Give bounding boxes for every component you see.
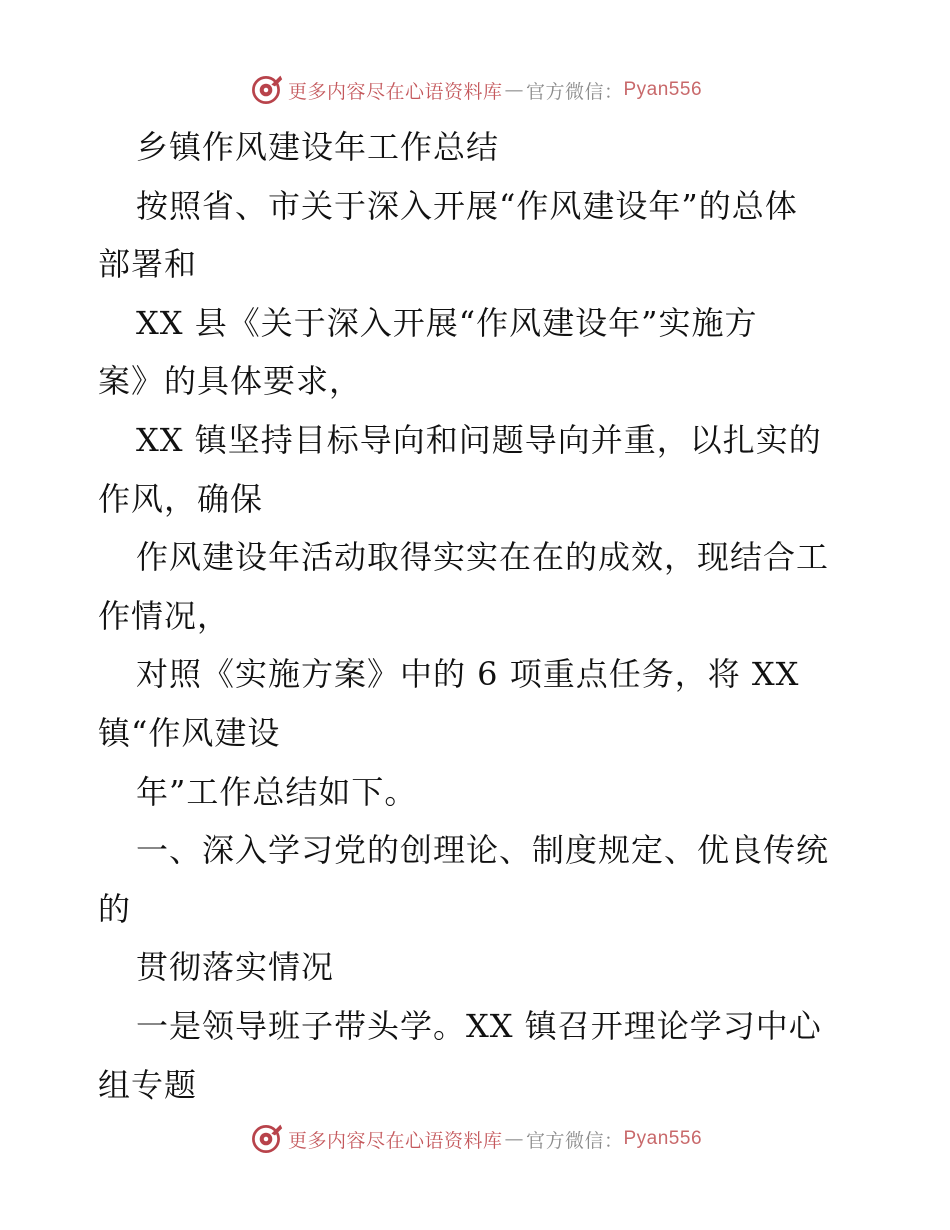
header-banner <box>0 68 950 112</box>
text-line: XX 镇坚持目标导向和问题导向并重，以扎实的 <box>136 420 822 459</box>
banner-label: 更多内容尽在心语资料库 <box>287 80 503 103</box>
document-title: 乡镇作风建设年工作总结 <box>136 128 500 166</box>
footer-banner <box>0 1117 950 1161</box>
text-line: 作情况， <box>98 596 231 635</box>
section-heading: 贯彻落实情况 <box>136 948 335 987</box>
banner-wechat-label: 官方微信： <box>525 80 624 103</box>
text-line: 对照《实施方案》中的 6 项重点任务，将 XX <box>136 655 800 694</box>
text-line: 年”工作总结如下。 <box>136 772 418 811</box>
text-line: 一是领导班子带头学。XX 镇召开理论学习中心 <box>136 1006 822 1045</box>
text-line: 按照省、市关于深入开展“作风建设年”的总体 <box>136 186 798 225</box>
text-line: 作风，确保 <box>98 479 264 518</box>
text-line: 部署和 <box>98 245 198 284</box>
banner-wechat-id: Pyan556 <box>623 1128 703 1149</box>
text-line: 案》的具体要求， <box>98 362 363 401</box>
text-line: 组专题 <box>98 1065 198 1104</box>
banner-label: 更多内容尽在心语资料库 <box>287 1129 503 1152</box>
banner-wechat-id: Pyan556 <box>623 79 703 100</box>
banner-dash: — <box>504 1128 524 1150</box>
logo-icon <box>248 1121 284 1157</box>
section-heading: 的 <box>98 889 132 928</box>
document-body <box>98 118 868 1114</box>
text-line: 作风建设年活动取得实实在在的成效，现结合工 <box>136 538 830 577</box>
banner-dash: — <box>504 79 524 101</box>
section-heading: 一、深入学习党的创理论、制度规定、优良传统 <box>136 831 830 870</box>
text-line: 镇“作风建设 <box>98 713 281 752</box>
logo-icon <box>248 72 284 108</box>
banner-wechat-label: 官方微信： <box>525 1129 624 1152</box>
text-line: XX 县《关于深入开展“作风建设年”实施方 <box>136 303 758 342</box>
